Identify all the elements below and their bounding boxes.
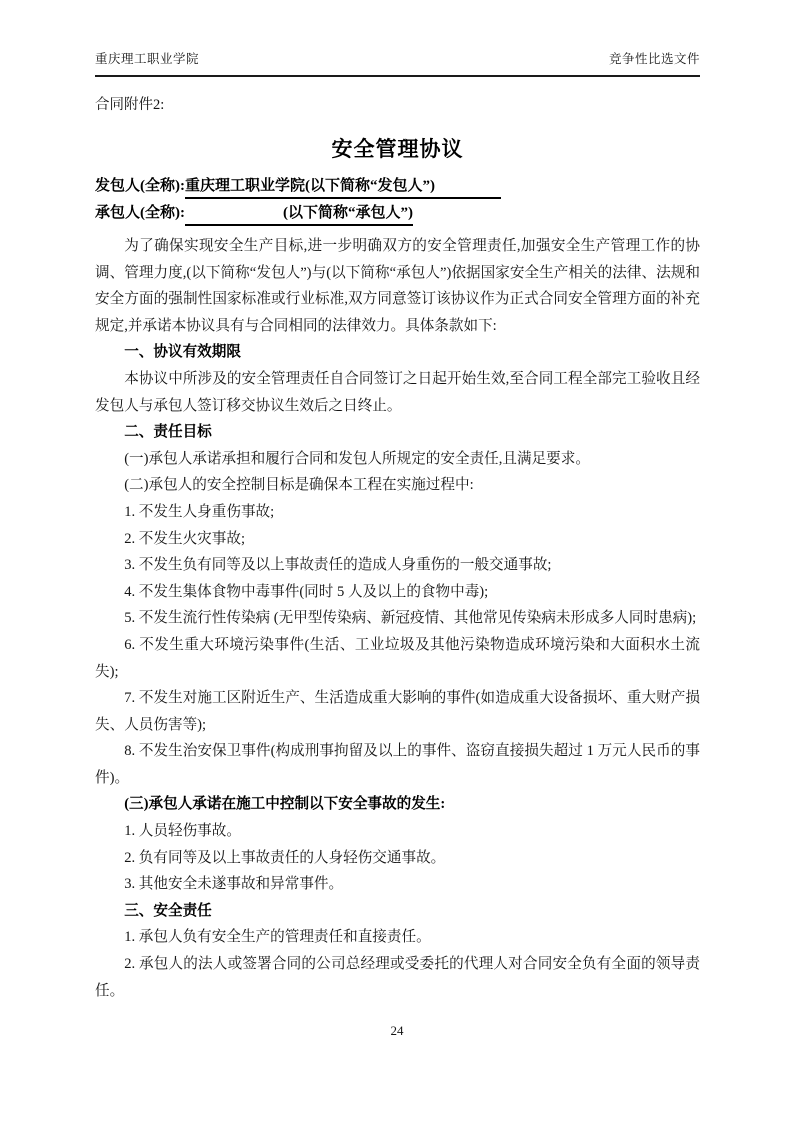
paragraph: 4. 不发生集体食物中毒事件(同时 5 人及以上的食物中毒); bbox=[124, 583, 489, 600]
document-body bbox=[95, 233, 700, 1004]
section-heading: (三)承包人承诺在施工中控制以下安全事故的发生: bbox=[124, 796, 446, 813]
paragraph: 1. 不发生人身重伤事故; bbox=[124, 503, 275, 520]
paragraph: 3. 不发生负有同等及以上事故责任的造成人身重伤的一般交通事故; bbox=[124, 557, 552, 574]
paragraph: 2. 负有同等及以上事故责任的人身轻伤交通事故。 bbox=[124, 849, 446, 866]
party-b-value: (以下简称“承包人”) bbox=[185, 202, 413, 226]
page-header bbox=[95, 50, 700, 77]
header-left-text: 重庆理工职业学院 bbox=[95, 52, 200, 66]
section-heading: 一、协议有效期限 bbox=[124, 344, 241, 361]
paragraph: 5. 不发生流行性传染病 (无甲型传染病、新冠疫情、其他常见传染病未形成多人同时患病); bbox=[124, 610, 697, 627]
parties-section bbox=[95, 173, 700, 227]
paragraph: 为了确保实现安全生产目标,进一步明确双方的安全管理责任,加强安全生产管理工作的协调、管理力度,(以下简称“发包人”)与(以下简称“承包人”)依据国家安全生产相关的法律、法规和安全方面的强制性国家标准或行业标准,双方同意签订该协议作为正式合同安全管理方面的补充规定,并承诺本协议具有与合同相同的法律效力。具体条款如下: bbox=[95, 238, 700, 334]
attachment-label: 合同附件2: bbox=[95, 97, 165, 113]
paragraph: 2. 承包人的法人或签署合同的公司总经理或受委托的代理人对合同安全负有全面的领导责任。 bbox=[95, 956, 700, 999]
page-number: 24 bbox=[390, 1023, 404, 1038]
paragraph: 1. 人员轻伤事故。 bbox=[124, 823, 241, 840]
party-b-line bbox=[95, 200, 700, 227]
paragraph: 本协议中所涉及的安全管理责任自合同签订之日起开始生效,至合同工程全部完工验收且经发包人与承包人签订移交协议生效后之日终止。 bbox=[95, 370, 700, 414]
party-b-label: 承包人(全称): bbox=[95, 205, 185, 221]
paragraph: 3. 其他安全未遂事故和异常事件。 bbox=[124, 876, 344, 893]
party-a-value: 重庆理工职业学院(以下简称“发包人”) bbox=[185, 175, 501, 199]
paragraph: (二)承包人的安全控制目标是确保本工程在实施过程中: bbox=[124, 477, 474, 494]
section-heading: 三、安全责任 bbox=[124, 902, 212, 919]
paragraph: (一)承包人承诺承担和履行合同和发包人所规定的安全责任,且满足要求。 bbox=[124, 450, 590, 467]
header-right-text: 竞争性比选文件 bbox=[608, 52, 700, 66]
party-a-label: 发包人(全称): bbox=[95, 178, 185, 194]
paragraph: 2. 不发生火灾事故; bbox=[124, 530, 245, 547]
party-a-line bbox=[95, 173, 700, 200]
paragraph: 8. 不发生治安保卫事件(构成刑事拘留及以上的事件、盗窃直接损失超过 1 万元人民币的事件)。 bbox=[95, 743, 700, 786]
paragraph: 1. 承包人负有安全生产的管理责任和直接责任。 bbox=[124, 929, 431, 946]
page-title: 安全管理协议 bbox=[331, 137, 464, 161]
paragraph: 7. 不发生对施工区附近生产、生活造成重大影响的事件(如造成重大设备损坏、重大财产损失、人员伤害等); bbox=[95, 690, 700, 733]
section-heading: 二、责任目标 bbox=[124, 424, 212, 441]
paragraph: 6. 不发生重大环境污染事件(生活、工业垃圾及其他污染物造成环境污染和大面积水土流失); bbox=[95, 636, 700, 680]
